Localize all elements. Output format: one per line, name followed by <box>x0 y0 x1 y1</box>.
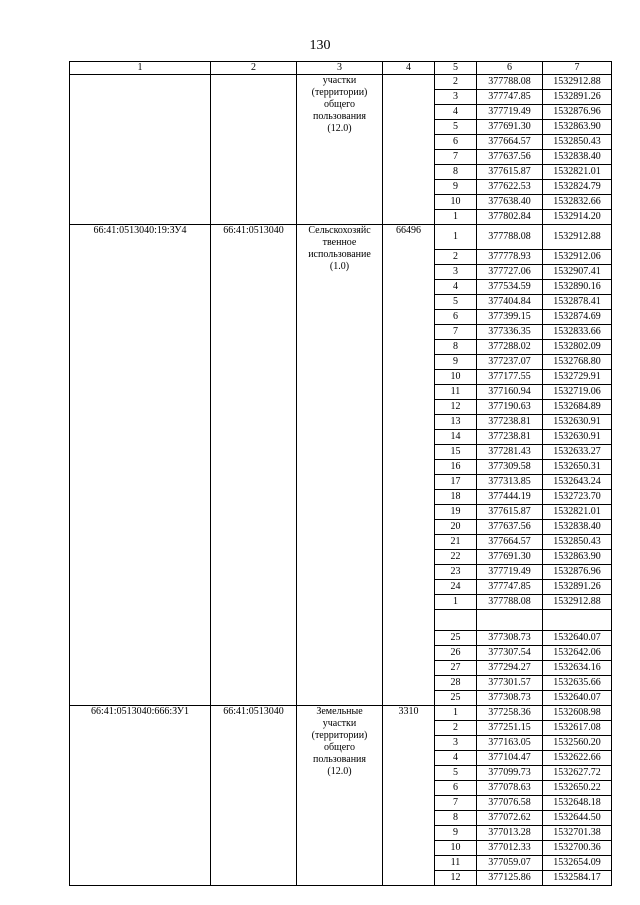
y-coordinate-cell: 1532650.31 <box>543 460 612 475</box>
x-coordinate-cell: 377104.47 <box>477 751 543 766</box>
y-coordinate-cell: 1532719.06 <box>543 385 612 400</box>
point-number-cell: 11 <box>435 856 477 871</box>
x-coordinate-cell: 377802.84 <box>477 210 543 225</box>
table-row <box>70 225 612 250</box>
x-coordinate-cell: 377637.56 <box>477 150 543 165</box>
page-number: 130 <box>309 38 331 53</box>
x-coordinate-cell: 377534.59 <box>477 280 543 295</box>
x-coordinate-cell: 377163.05 <box>477 736 543 751</box>
y-coordinate-cell: 1532560.20 <box>543 736 612 751</box>
table-row <box>70 706 612 721</box>
point-number-cell: 3 <box>435 90 477 105</box>
y-coordinate-cell: 1532617.08 <box>543 721 612 736</box>
y-coordinate-cell: 1532914.20 <box>543 210 612 225</box>
column-header: 1 <box>70 62 211 75</box>
point-number-cell: 26 <box>435 646 477 661</box>
x-coordinate-cell: 377308.73 <box>477 631 543 646</box>
point-number-cell: 28 <box>435 676 477 691</box>
cadastral-quarter-cell <box>211 75 297 225</box>
point-number-cell: 2 <box>435 721 477 736</box>
x-coordinate-cell: 377788.08 <box>477 225 543 250</box>
point-number-cell: 5 <box>435 120 477 135</box>
point-number-cell: 25 <box>435 691 477 706</box>
x-coordinate-cell: 377404.84 <box>477 295 543 310</box>
point-number-cell: 6 <box>435 781 477 796</box>
point-number-cell: 1 <box>435 210 477 225</box>
point-number-cell: 1 <box>435 595 477 610</box>
point-number-cell: 8 <box>435 340 477 355</box>
x-coordinate-cell: 377308.73 <box>477 691 543 706</box>
x-coordinate-cell: 377444.19 <box>477 490 543 505</box>
area-cell: 3310 <box>383 706 435 886</box>
x-coordinate-cell: 377076.58 <box>477 796 543 811</box>
x-coordinate-cell: 377778.93 <box>477 250 543 265</box>
y-coordinate-cell: 1532912.88 <box>543 225 612 250</box>
x-coordinate-cell: 377078.63 <box>477 781 543 796</box>
x-coordinate-cell: 377059.07 <box>477 856 543 871</box>
y-coordinate-cell: 1532907.41 <box>543 265 612 280</box>
x-coordinate-cell: 377301.57 <box>477 676 543 691</box>
x-coordinate-cell: 377788.08 <box>477 75 543 90</box>
x-coordinate-cell: 377288.02 <box>477 340 543 355</box>
point-number-cell: 6 <box>435 135 477 150</box>
x-coordinate-cell: 377747.85 <box>477 580 543 595</box>
x-coordinate-cell: 377258.36 <box>477 706 543 721</box>
y-coordinate-cell: 1532863.90 <box>543 550 612 565</box>
point-number-cell: 1 <box>435 225 477 250</box>
x-coordinate-cell: 377622.53 <box>477 180 543 195</box>
point-number-cell: 5 <box>435 295 477 310</box>
x-coordinate-cell: 377336.35 <box>477 325 543 340</box>
point-number-cell <box>435 610 477 631</box>
area-cell <box>383 75 435 225</box>
cadastral-id-cell: 66:41:0513040:19:ЗУ4 <box>70 225 211 706</box>
point-number-cell: 2 <box>435 75 477 90</box>
area-cell: 66496 <box>383 225 435 706</box>
column-header: 7 <box>543 62 612 75</box>
point-number-cell: 15 <box>435 445 477 460</box>
y-coordinate-cell: 1532802.09 <box>543 340 612 355</box>
x-coordinate-cell: 377727.06 <box>477 265 543 280</box>
y-coordinate-cell: 1532630.91 <box>543 430 612 445</box>
point-number-cell: 12 <box>435 871 477 886</box>
point-number-cell: 22 <box>435 550 477 565</box>
point-number-cell: 10 <box>435 841 477 856</box>
x-coordinate-cell: 377399.15 <box>477 310 543 325</box>
y-coordinate-cell: 1532821.01 <box>543 165 612 180</box>
x-coordinate-cell: 377160.94 <box>477 385 543 400</box>
point-number-cell: 17 <box>435 475 477 490</box>
cadastral-id-cell: 66:41:0513040:666:ЗУ1 <box>70 706 211 886</box>
y-coordinate-cell: 1532833.66 <box>543 325 612 340</box>
y-coordinate-cell: 1532824.79 <box>543 180 612 195</box>
y-coordinate-cell: 1532912.88 <box>543 595 612 610</box>
x-coordinate-cell: 377637.56 <box>477 520 543 535</box>
x-coordinate-cell: 377281.43 <box>477 445 543 460</box>
point-number-cell: 4 <box>435 105 477 120</box>
y-coordinate-cell: 1532701.38 <box>543 826 612 841</box>
point-number-cell: 16 <box>435 460 477 475</box>
point-number-cell: 20 <box>435 520 477 535</box>
y-coordinate-cell: 1532838.40 <box>543 150 612 165</box>
x-coordinate-cell: 377719.49 <box>477 105 543 120</box>
point-number-cell: 11 <box>435 385 477 400</box>
column-header: 3 <box>297 62 383 75</box>
y-coordinate-cell: 1532635.66 <box>543 676 612 691</box>
y-coordinate-cell: 1532644.50 <box>543 811 612 826</box>
y-coordinate-cell: 1532627.72 <box>543 766 612 781</box>
x-coordinate-cell: 377177.55 <box>477 370 543 385</box>
x-coordinate-cell: 377309.58 <box>477 460 543 475</box>
point-number-cell: 12 <box>435 400 477 415</box>
point-number-cell: 7 <box>435 325 477 340</box>
x-coordinate-cell: 377072.62 <box>477 811 543 826</box>
point-number-cell: 23 <box>435 565 477 580</box>
point-number-cell: 27 <box>435 661 477 676</box>
y-coordinate-cell: 1532874.69 <box>543 310 612 325</box>
x-coordinate-cell: 377251.15 <box>477 721 543 736</box>
x-coordinate-cell: 377638.40 <box>477 195 543 210</box>
y-coordinate-cell: 1532723.70 <box>543 490 612 505</box>
point-number-cell: 2 <box>435 250 477 265</box>
x-coordinate-cell: 377125.86 <box>477 871 543 886</box>
point-number-cell: 19 <box>435 505 477 520</box>
y-coordinate-cell: 1532700.36 <box>543 841 612 856</box>
cadastral-quarter-cell: 66:41:0513040 <box>211 706 297 886</box>
y-coordinate-cell: 1532634.16 <box>543 661 612 676</box>
point-number-cell: 8 <box>435 811 477 826</box>
x-coordinate-cell: 377099.73 <box>477 766 543 781</box>
y-coordinate-cell: 1532642.06 <box>543 646 612 661</box>
x-coordinate-cell: 377012.33 <box>477 841 543 856</box>
y-coordinate-cell: 1532608.98 <box>543 706 612 721</box>
y-coordinate-cell: 1532891.26 <box>543 580 612 595</box>
x-coordinate-cell: 377664.57 <box>477 135 543 150</box>
x-coordinate-cell: 377664.57 <box>477 535 543 550</box>
x-coordinate-cell: 377237.07 <box>477 355 543 370</box>
header-row <box>70 62 612 75</box>
y-coordinate-cell: 1532654.09 <box>543 856 612 871</box>
y-coordinate-cell: 1532891.26 <box>543 90 612 105</box>
x-coordinate-cell: 377313.85 <box>477 475 543 490</box>
y-coordinate-cell: 1532633.27 <box>543 445 612 460</box>
point-number-cell: 9 <box>435 826 477 841</box>
x-coordinate-cell: 377294.27 <box>477 661 543 676</box>
table-row <box>70 75 612 90</box>
point-number-cell: 1 <box>435 706 477 721</box>
land-use-cell: участки (территории) общего пользования (12.0) <box>297 75 383 225</box>
point-number-cell: 14 <box>435 430 477 445</box>
point-number-cell: 10 <box>435 195 477 210</box>
y-coordinate-cell: 1532890.16 <box>543 280 612 295</box>
y-coordinate-cell: 1532876.96 <box>543 565 612 580</box>
x-coordinate-cell <box>477 610 543 631</box>
x-coordinate-cell: 377190.63 <box>477 400 543 415</box>
y-coordinate-cell: 1532684.89 <box>543 400 612 415</box>
point-number-cell: 10 <box>435 370 477 385</box>
column-header: 5 <box>435 62 477 75</box>
y-coordinate-cell: 1532622.66 <box>543 751 612 766</box>
x-coordinate-cell: 377788.08 <box>477 595 543 610</box>
point-number-cell: 24 <box>435 580 477 595</box>
point-number-cell: 9 <box>435 180 477 195</box>
column-header: 4 <box>383 62 435 75</box>
y-coordinate-cell: 1532640.07 <box>543 631 612 646</box>
table-body <box>70 75 612 886</box>
x-coordinate-cell: 377719.49 <box>477 565 543 580</box>
point-number-cell: 3 <box>435 736 477 751</box>
y-coordinate-cell: 1532832.66 <box>543 195 612 210</box>
y-coordinate-cell: 1532838.40 <box>543 520 612 535</box>
x-coordinate-cell: 377691.30 <box>477 550 543 565</box>
x-coordinate-cell: 377013.28 <box>477 826 543 841</box>
point-number-cell: 8 <box>435 165 477 180</box>
land-use-cell: Земельные участки (территории) общего пользования (12.0) <box>297 706 383 886</box>
y-coordinate-cell <box>543 610 612 631</box>
point-number-cell: 3 <box>435 265 477 280</box>
cadastral-quarter-cell: 66:41:0513040 <box>211 225 297 706</box>
x-coordinate-cell: 377747.85 <box>477 90 543 105</box>
point-number-cell: 18 <box>435 490 477 505</box>
point-number-cell: 4 <box>435 751 477 766</box>
y-coordinate-cell: 1532850.43 <box>543 135 612 150</box>
y-coordinate-cell: 1532821.01 <box>543 505 612 520</box>
column-header: 2 <box>211 62 297 75</box>
y-coordinate-cell: 1532912.06 <box>543 250 612 265</box>
y-coordinate-cell: 1532643.24 <box>543 475 612 490</box>
point-number-cell: 9 <box>435 355 477 370</box>
y-coordinate-cell: 1532648.18 <box>543 796 612 811</box>
y-coordinate-cell: 1532912.88 <box>543 75 612 90</box>
y-coordinate-cell: 1532876.96 <box>543 105 612 120</box>
y-coordinate-cell: 1532650.22 <box>543 781 612 796</box>
x-coordinate-cell: 377238.81 <box>477 430 543 445</box>
x-coordinate-cell: 377615.87 <box>477 165 543 180</box>
y-coordinate-cell: 1532729.91 <box>543 370 612 385</box>
y-coordinate-cell: 1532584.17 <box>543 871 612 886</box>
y-coordinate-cell: 1532768.80 <box>543 355 612 370</box>
x-coordinate-cell: 377238.81 <box>477 415 543 430</box>
point-number-cell: 6 <box>435 310 477 325</box>
y-coordinate-cell: 1532850.43 <box>543 535 612 550</box>
y-coordinate-cell: 1532878.41 <box>543 295 612 310</box>
y-coordinate-cell: 1532630.91 <box>543 415 612 430</box>
y-coordinate-cell: 1532863.90 <box>543 120 612 135</box>
column-header: 6 <box>477 62 543 75</box>
coordinates-table <box>69 61 612 886</box>
x-coordinate-cell: 377691.30 <box>477 120 543 135</box>
land-use-cell: Сельскохозяйс твенное использование (1.0) <box>297 225 383 706</box>
y-coordinate-cell: 1532640.07 <box>543 691 612 706</box>
point-number-cell: 25 <box>435 631 477 646</box>
cadastral-id-cell <box>70 75 211 225</box>
x-coordinate-cell: 377615.87 <box>477 505 543 520</box>
point-number-cell: 5 <box>435 766 477 781</box>
point-number-cell: 21 <box>435 535 477 550</box>
point-number-cell: 7 <box>435 796 477 811</box>
point-number-cell: 13 <box>435 415 477 430</box>
point-number-cell: 7 <box>435 150 477 165</box>
x-coordinate-cell: 377307.54 <box>477 646 543 661</box>
point-number-cell: 4 <box>435 280 477 295</box>
